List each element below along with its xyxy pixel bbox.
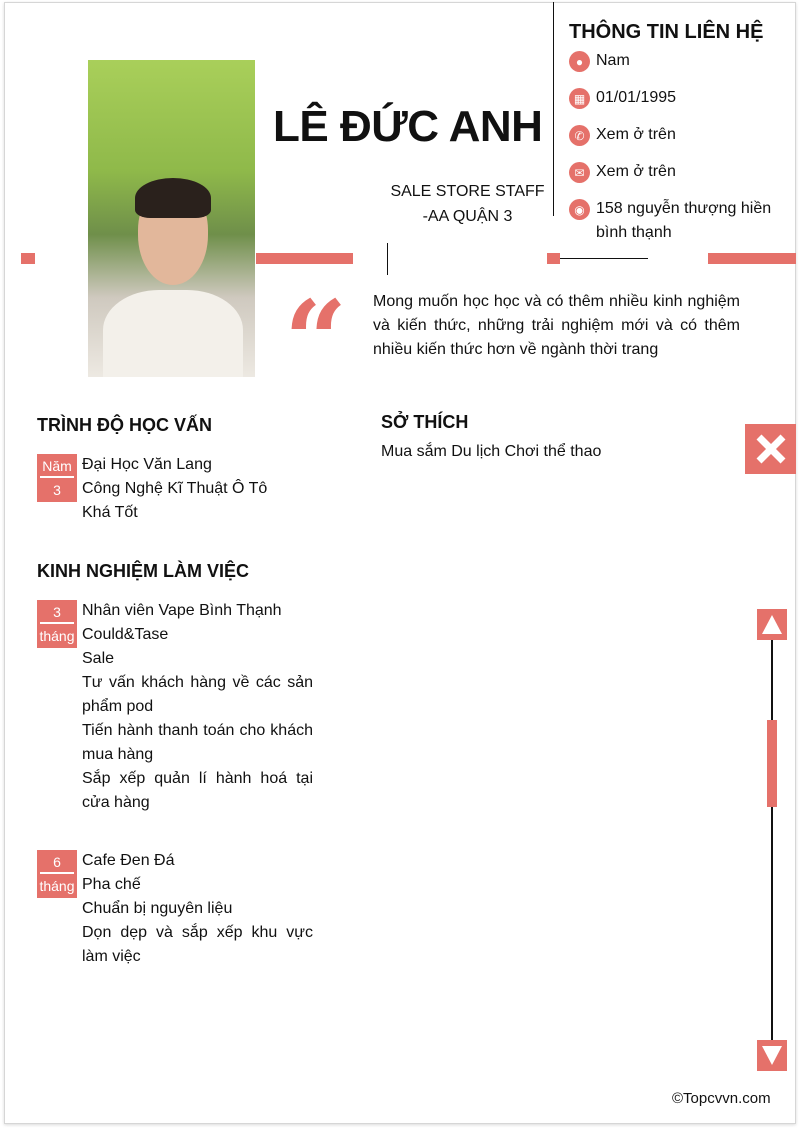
arrow-up-icon: [757, 609, 787, 640]
user-icon: ●: [569, 51, 590, 72]
candidate-name: LÊ ĐỨC ANH: [273, 102, 543, 151]
scroll-up-button[interactable]: [757, 609, 787, 640]
arrow-down-icon: [757, 1040, 787, 1071]
badge-bottom: tháng: [39, 878, 75, 894]
badge-top: 3: [40, 600, 74, 624]
job-badge: [37, 600, 77, 648]
badge-top: Năm: [40, 454, 74, 478]
school: Đại Học Văn Lang: [82, 456, 212, 473]
job-line: Chuẩn bị nguyên liệu: [82, 900, 233, 917]
education-badge: [37, 454, 77, 502]
phone-icon: ✆: [569, 125, 590, 146]
job-badge: [37, 850, 77, 898]
badge-bottom: 3: [53, 482, 61, 498]
job-line: Could&Tase: [82, 626, 169, 643]
major: Công Nghệ Kĩ Thuật Ô Tô: [82, 480, 268, 497]
job-line: Sắp xếp quản lí hành hoá tại cửa hàng: [82, 770, 313, 811]
birthdate: 01/01/1995: [596, 89, 677, 106]
position-line-2: -AA QUẬN 3: [422, 208, 513, 225]
education-title: TRÌNH ĐỘ HỌC VẤN: [37, 415, 212, 435]
job-line: Pha chế: [82, 876, 141, 893]
scroll-thumb[interactable]: [767, 720, 777, 807]
close-button[interactable]: [745, 424, 796, 474]
education-details: [82, 453, 313, 525]
job-line: Tiến hành thanh toán cho khách mua hàng: [82, 722, 313, 763]
email: Xem ở trên: [596, 163, 676, 180]
phone: Xem ở trên: [596, 126, 676, 143]
badge-top: 6: [40, 850, 74, 874]
gender: Nam: [596, 52, 630, 69]
decor-vline: [387, 243, 388, 275]
experience-title: KINH NGHIỆM LÀM VIỆC: [37, 561, 250, 581]
address: 158 nguyễn thượng hiền bình thạnh: [596, 200, 772, 241]
job-line: Nhân viên Vape Bình Thạnh: [82, 602, 282, 619]
grade: Khá Tốt: [82, 504, 138, 521]
decor-bar: [708, 253, 796, 264]
profile-photo: [88, 60, 255, 377]
objective-text: Mong muốn học học và có thêm nhiều kinh nghiệm và kiến thức, những trải nghiệm mới và có thêm nhiều kiến thức hơn về ngành thời trang: [373, 293, 740, 358]
position-title: [380, 180, 555, 229]
job-line: Cafe Đen Đá: [82, 852, 175, 869]
location-icon: ◉: [569, 199, 590, 220]
job-details: [82, 849, 313, 969]
mail-icon: ✉: [569, 162, 590, 183]
decor-square: [547, 253, 560, 264]
job-line: Sale: [82, 650, 115, 667]
footer-copyright[interactable]: ©Topcvvn.com: [672, 1090, 771, 1107]
badge-bottom: tháng: [39, 628, 75, 644]
close-icon: [754, 432, 788, 466]
hobbies-title: SỞ THÍCH: [381, 412, 469, 432]
divider-vertical: [553, 2, 554, 216]
job-line: Tư vấn khách hàng về các sản phẩm pod: [82, 674, 313, 715]
hobbies-text: Mua sắm Du lịch Chơi thể thao: [381, 443, 602, 460]
contact-title: THÔNG TIN LIÊN HỆ: [569, 21, 764, 43]
job-details: [82, 599, 313, 815]
calendar-icon: ▦: [569, 88, 590, 109]
decor-square: [21, 253, 35, 264]
position-line-1: SALE STORE STAFF: [390, 183, 545, 200]
decor-hline: [560, 258, 648, 259]
job-line: Dọn dẹp và sắp xếp khu vực làm việc: [82, 924, 313, 965]
scroll-track[interactable]: [771, 640, 773, 1040]
decor-bar: [256, 253, 353, 264]
scroll-down-button[interactable]: [757, 1040, 787, 1071]
quote-icon: “: [284, 276, 348, 405]
